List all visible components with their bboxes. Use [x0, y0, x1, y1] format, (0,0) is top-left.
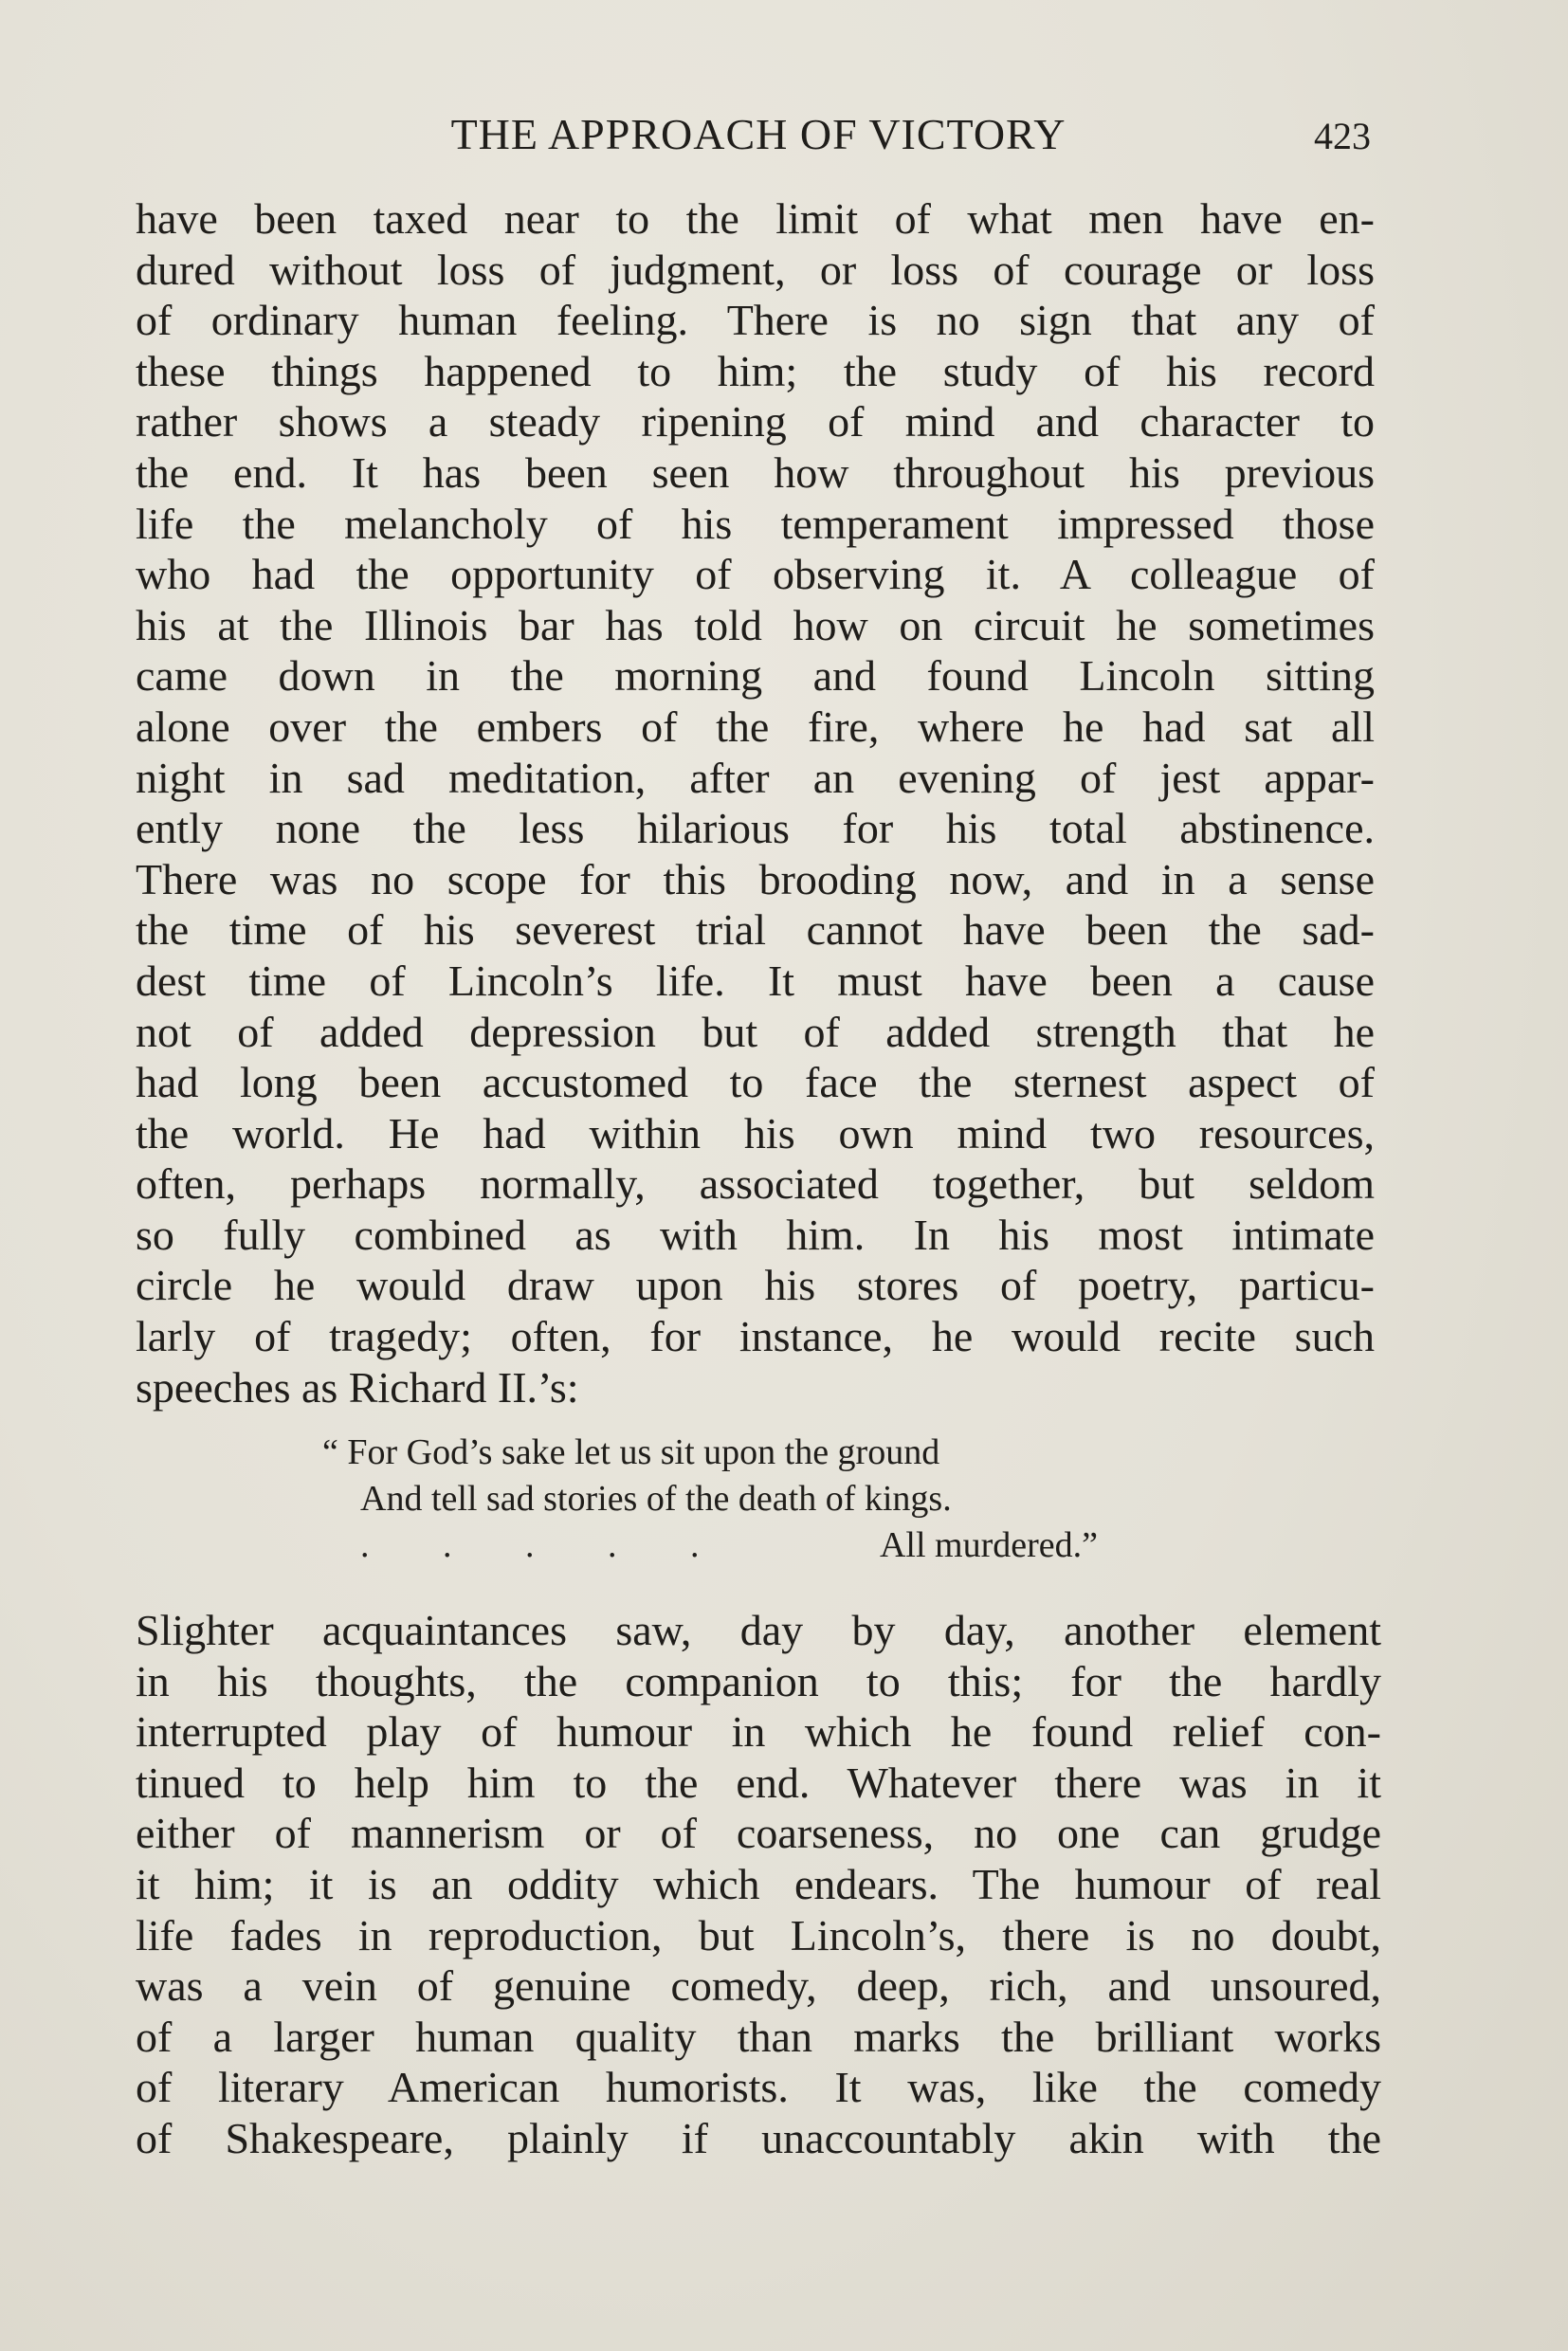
- text-line: tinued to help him to the end. Whatever there was in it: [136, 1758, 1381, 1807]
- text-line: speeches as Richard II.’s:: [136, 1362, 579, 1412]
- text-line: dest time of Lincoln’s life. It must have been a cause: [136, 956, 1375, 1005]
- text-line: life fades in reproduction, but Lincoln’s, there is no doubt,: [136, 1910, 1381, 1959]
- text-line: in his thoughts, the companion to this; for the hardly: [136, 1656, 1381, 1705]
- text-line: often, perhaps normally, associated together, but seldom: [136, 1159, 1375, 1209]
- quote-line-end: All murdered.”: [879, 1525, 1098, 1565]
- text-line: was a vein of genuine comedy, deep, rich, and unsoured,: [136, 1961, 1381, 2011]
- text-line: it him; it is an oddity which endears. The humour of real: [136, 1859, 1381, 1908]
- paragraph-1: [136, 193, 1375, 1412]
- running-title: THE APPROACH OF VICTORY: [450, 110, 1067, 158]
- text-line: night in sad meditation, after an evening of jest appar-: [136, 753, 1375, 802]
- text-line: dured without loss of judgment, or loss of courage or loss: [136, 245, 1375, 294]
- text-line: the end. It has been seen how throughout his previous: [136, 447, 1375, 497]
- text-line: came down in the morning and found Lincoln sitting: [136, 651, 1375, 701]
- text-line: of literary American humorists. It was, like the comedy: [136, 2063, 1381, 2112]
- text-line: rather shows a steady ripening of mind and character to: [136, 397, 1375, 447]
- text-line: who had the opportunity of observing it. A colleague of: [136, 550, 1375, 599]
- text-line: circle he would draw upon his stores of poetry, particu-: [136, 1261, 1375, 1310]
- text-line: either of mannerism or of coarseness, no one can grudge: [136, 1809, 1381, 1858]
- text-line: alone over the embers of the fire, where he had sat all: [136, 702, 1375, 751]
- text-line: larly of tragedy; often, for instance, he would recite such: [136, 1312, 1375, 1361]
- quote-line: “ For God’s sake let us sit upon the ground: [322, 1432, 940, 1472]
- text-line: these things happened to him; the study of his record: [136, 346, 1375, 395]
- text-line: of Shakespeare, plainly if unaccountably akin with the: [136, 2113, 1381, 2162]
- text-line: have been taxed near to the limit of what men have en-: [136, 194, 1375, 243]
- text-line: so fully combined as with him. In his most intimate: [136, 1210, 1375, 1259]
- text-line: life the melancholy of his temperament impressed those: [136, 499, 1375, 548]
- quote-line-final: [360, 1522, 1098, 1569]
- text-line: had long been accustomed to face the sternest aspect of: [136, 1058, 1375, 1107]
- text-line: ently none the less hilarious for his total abstinence.: [136, 804, 1375, 853]
- text-line: of a larger human quality than marks the brilliant works: [136, 2012, 1381, 2061]
- page-header: [133, 106, 1384, 163]
- text-line: the world. He had within his own mind two resources,: [136, 1108, 1375, 1157]
- text-line: the time of his severest trial cannot have been the sad-: [136, 905, 1375, 955]
- quote-line: And tell sad stories of the death of kings.: [360, 1479, 952, 1519]
- text-line: There was no scope for this brooding now, and in a sense: [136, 854, 1375, 903]
- quote-ellipsis: . . . . .: [360, 1525, 732, 1565]
- text-line: interrupted play of humour in which he found relief con-: [136, 1707, 1381, 1757]
- text-line: Slighter acquaintances saw, day by day, another element: [136, 1606, 1381, 1654]
- text-line: his at the Illinois bar has told how on circuit he sometimes: [136, 600, 1375, 649]
- text-line: of ordinary human feeling. There is no sign that any of: [136, 296, 1375, 345]
- paragraph-2: [136, 1605, 1381, 2164]
- verse-quotation: [322, 1430, 1157, 1569]
- text-line: not of added depression but of added strength that he: [136, 1007, 1375, 1056]
- page-number: 423: [1314, 115, 1371, 157]
